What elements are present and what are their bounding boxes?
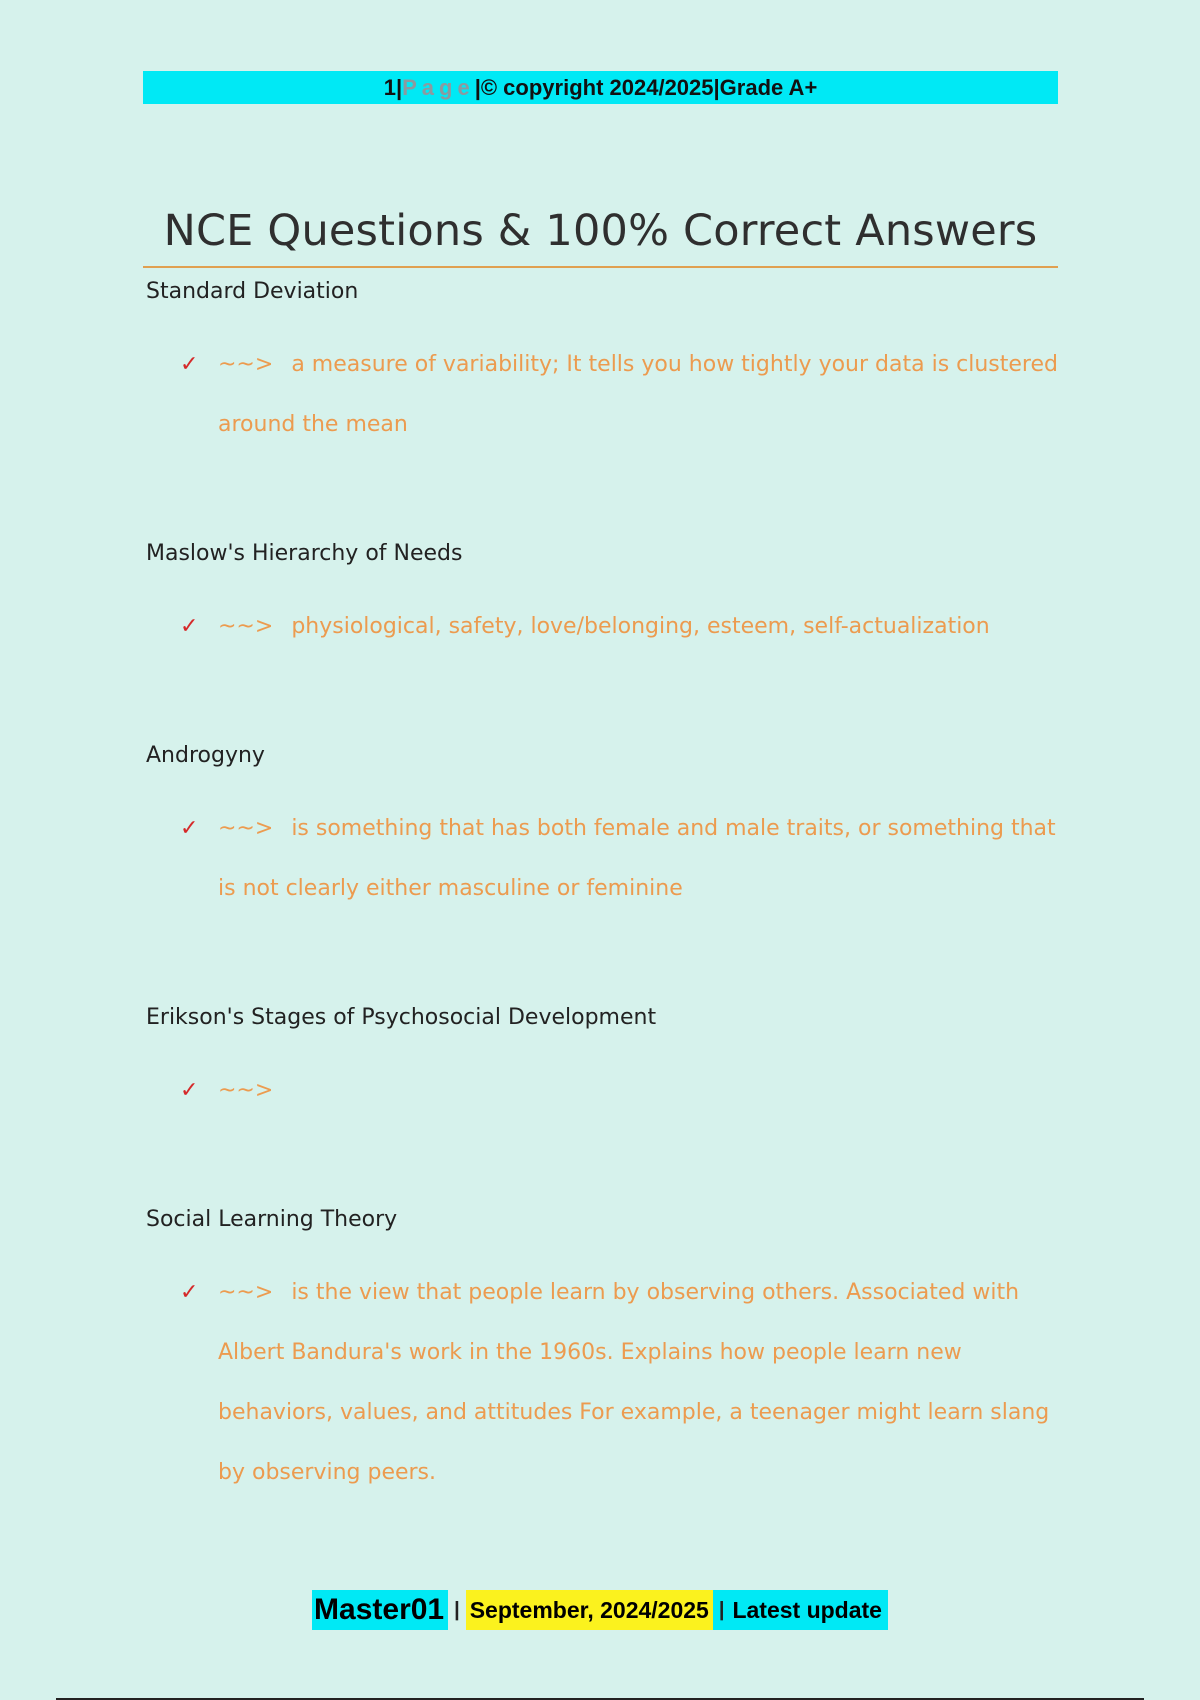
question-label: Androgyny xyxy=(146,743,265,768)
arrow-marker: ~~> xyxy=(218,614,274,639)
footer-update xyxy=(713,1590,888,1630)
checkmark-icon: ✓ xyxy=(180,352,199,377)
arrow-marker: ~~> xyxy=(218,1280,274,1305)
answer-block xyxy=(180,335,1060,455)
answer-block xyxy=(180,1061,1060,1121)
answer-text: is the view that people learn by observing others. Associated with Albert Bandura's work in the 1960s. Explains how people learn new behaviors, values, and attitudes For example, a teenager might learn slang by observing peers. xyxy=(218,1280,1050,1485)
title-underline xyxy=(143,266,1058,268)
page-footer xyxy=(0,1590,1200,1630)
checkmark-icon: ✓ xyxy=(180,1078,199,1103)
arrow-marker: ~~> xyxy=(218,1078,274,1103)
answer-block xyxy=(180,1263,1060,1503)
arrow-marker: ~~> xyxy=(218,352,274,377)
answer-text: is something that has both female and male traits, or something that is not clearly either masculine or feminine xyxy=(218,816,1056,901)
footer-separator: | xyxy=(718,1598,725,1621)
checkmark-icon: ✓ xyxy=(180,1280,199,1305)
checkmark-icon: ✓ xyxy=(180,816,199,841)
answer-text: a measure of variability; It tells you how tightly your data is clustered around the mean xyxy=(218,352,1058,437)
page-title: NCE Questions & 100% Correct Answers xyxy=(163,206,1038,256)
footer-separator: | xyxy=(454,1598,460,1621)
page-header-bar xyxy=(143,71,1058,104)
copyright-text: © copyright 2024/2025 xyxy=(480,74,714,100)
checkmark-icon: ✓ xyxy=(180,614,199,639)
footer-date: September, 2024/2025 xyxy=(466,1590,713,1630)
arrow-marker: ~~> xyxy=(218,816,274,841)
footer-update-text: Latest update xyxy=(732,1596,882,1623)
question-label: Maslow's Hierarchy of Needs xyxy=(146,541,463,566)
answer-block xyxy=(180,799,1060,919)
header-separator: | xyxy=(474,74,481,100)
header-separator: | xyxy=(713,74,720,100)
answer-text: physiological, safety, love/belonging, esteem, self-actualization xyxy=(291,614,990,639)
question-label: Erikson's Stages of Psychosocial Development xyxy=(146,1005,657,1030)
question-label: Social Learning Theory xyxy=(146,1207,398,1232)
footer-brand: Master01 xyxy=(312,1590,448,1630)
grade-text: Grade A+ xyxy=(719,74,818,100)
question-label: Standard Deviation xyxy=(146,279,359,304)
page-number: 1 xyxy=(383,74,396,100)
header-separator: | xyxy=(395,74,403,100)
answer-block xyxy=(180,597,1060,657)
page-word: Page xyxy=(402,74,475,100)
